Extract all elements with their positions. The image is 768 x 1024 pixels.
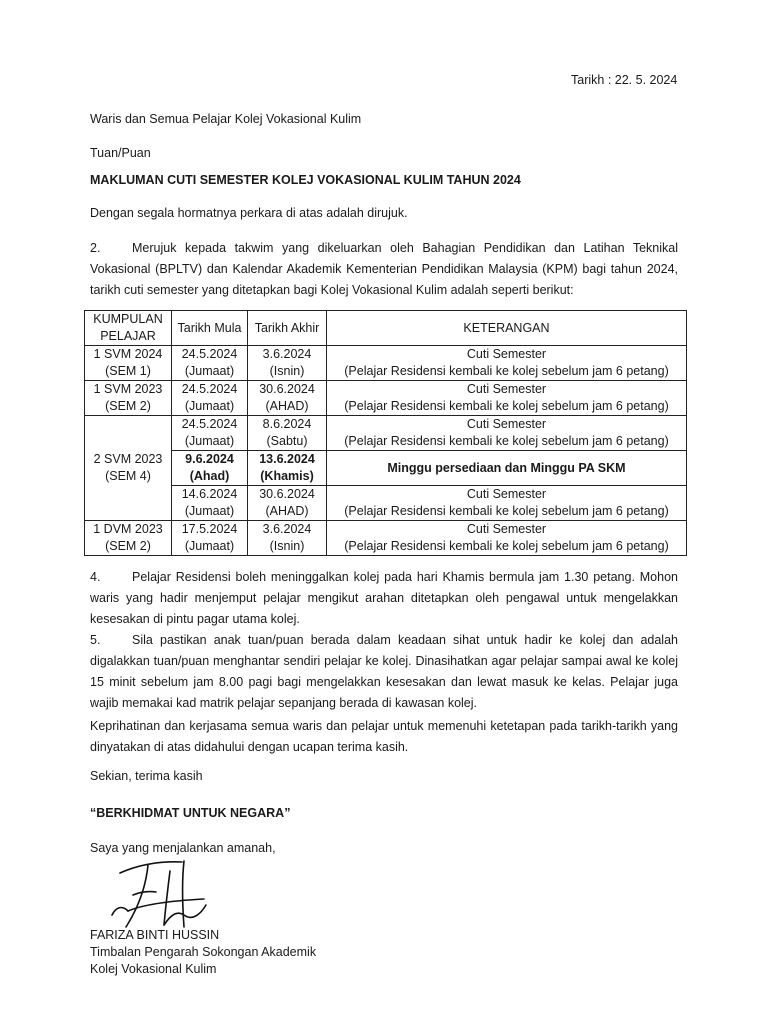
letter-subject: MAKLUMAN CUTI SEMESTER KOLEJ VOKASIONAL KULIM TAHUN 2024 <box>90 173 521 187</box>
end-date-cell: 30.6.2024 (AHAD) <box>248 381 327 416</box>
table-row <box>85 346 687 381</box>
table-row <box>85 486 687 521</box>
trust-line: Saya yang menjalankan amanah, <box>90 841 276 855</box>
paragraph-text: Sila pastikan anak tuan/puan berada dalam keadaan sihat untuk hadir ke kolej dan adalah digalakkan tuan/puan menghantar sendiri pelajar ke kolej. Dinasihatkan agar pelajar sampai awal ke kolej 15 minit sebelum jam 8.00 pagi bagi mengelakkan kesesakan dan lewat masuk ke kelas. Pelajar juga wajib memakai kad matrik pelajar sepanjang berada di kawasan kolej. <box>90 633 678 710</box>
header-remarks: KETERANGAN <box>327 311 687 346</box>
end-date-cell: 3.6.2024 (Isnin) <box>248 521 327 556</box>
paragraph-number: 2. <box>90 241 101 255</box>
remarks-cell: Minggu persediaan dan Minggu PA SKM <box>327 451 687 486</box>
start-date-cell: 17.5.2024 (Jumaat) <box>172 521 248 556</box>
start-date-cell: 24.5.2024 (Jumaat) <box>172 346 248 381</box>
header-end-date: Tarikh Akhir <box>248 311 327 346</box>
group-cell: 1 SVM 2024 (SEM 1) <box>85 346 172 381</box>
remarks-cell: Cuti Semester (Pelajar Residensi kembali ke kolej sebelum jam 6 petang) <box>327 521 687 556</box>
end-date-cell: 3.6.2024 (Isnin) <box>248 346 327 381</box>
table-row <box>85 521 687 556</box>
header-group: KUMPULAN PELAJAR <box>85 311 172 346</box>
closing-paragraph: Keprihatinan dan kerjasama semua waris dan pelajar untuk memenuhi ketetapan pada tarikh-tarikh yang dinyatakan di atas didahului dengan ucapan terima kasih. <box>90 719 678 754</box>
group-cell: 2 SVM 2023 (SEM 4) <box>85 416 172 521</box>
sign-off: Sekian, terima kasih <box>90 769 203 783</box>
signatory-institution: Kolej Vokasional Kulim <box>90 962 217 976</box>
start-date-cell: 24.5.2024 (Jumaat) <box>172 416 248 451</box>
table-row <box>85 381 687 416</box>
group-cell: 1 SVM 2023 (SEM 2) <box>85 381 172 416</box>
opening-sentence: Dengan segala hormatnya perkara di atas adalah dirujuk. <box>90 206 408 220</box>
letter-date: Tarikh : 22. 5. 2024 <box>571 73 678 87</box>
remarks-cell: Cuti Semester (Pelajar Residensi kembali ke kolej sebelum jam 6 petang) <box>327 346 687 381</box>
group-cell: 1 DVM 2023 (SEM 2) <box>85 521 172 556</box>
paragraph-number: 4. <box>90 570 101 584</box>
table-row <box>85 451 687 486</box>
paragraph-number: 5. <box>90 633 101 647</box>
end-date-cell: 13.6.2024 (Khamis) <box>248 451 327 486</box>
remarks-cell: Cuti Semester (Pelajar Residensi kembali ke kolej sebelum jam 6 petang) <box>327 381 687 416</box>
semester-break-table <box>84 310 687 556</box>
signatory-name: FARIZA BINTI HUSSIN <box>90 928 220 942</box>
paragraph-text: Pelajar Residensi boleh meninggalkan kolej pada hari Khamis bermula jam 1.30 petang. Mohon waris yang hadir menjemput pelajar mengikut arahan ditetapkan oleh pengawal untuk mengelakkan kesesakan di pintu pagar utama kolej. <box>90 570 678 626</box>
paragraph-2 <box>90 238 678 301</box>
recipient-line: Waris dan Semua Pelajar Kolej Vokasional Kulim <box>90 112 362 126</box>
start-date-cell: 9.6.2024 (Ahad) <box>172 451 248 486</box>
start-date-cell: 14.6.2024 (Jumaat) <box>172 486 248 521</box>
table-header-row <box>85 311 687 346</box>
remarks-cell: Cuti Semester (Pelajar Residensi kembali ke kolej sebelum jam 6 petang) <box>327 416 687 451</box>
signature-image <box>108 855 220 931</box>
paragraph-text: Merujuk kepada takwim yang dikeluarkan oleh Bahagian Pendidikan dan Latihan Teknikal Vokasional (BPLTV) dan Kalendar Akademik Kementerian Pendidikan Malaysia (KPM) bagi tahun 2024, tarikh cuti semester yang ditetapkan bagi Kolej Vokasional Kulim adalah seperti berikut: <box>90 241 678 297</box>
paragraph-5 <box>90 630 678 714</box>
end-date-cell: 8.6.2024 (Sabtu) <box>248 416 327 451</box>
signatory-position: Timbalan Pengarah Sokongan Akademik <box>90 945 317 959</box>
table-row <box>85 416 687 451</box>
paragraph-4 <box>90 567 678 630</box>
salutation: Tuan/Puan <box>90 146 151 160</box>
end-date-cell: 30.6.2024 (AHAD) <box>248 486 327 521</box>
start-date-cell: 24.5.2024 (Jumaat) <box>172 381 248 416</box>
motto: “BERKHIDMAT UNTUK NEGARA” <box>90 806 291 820</box>
remarks-cell: Cuti Semester (Pelajar Residensi kembali ke kolej sebelum jam 6 petang) <box>327 486 687 521</box>
header-start-date: Tarikh Mula <box>172 311 248 346</box>
